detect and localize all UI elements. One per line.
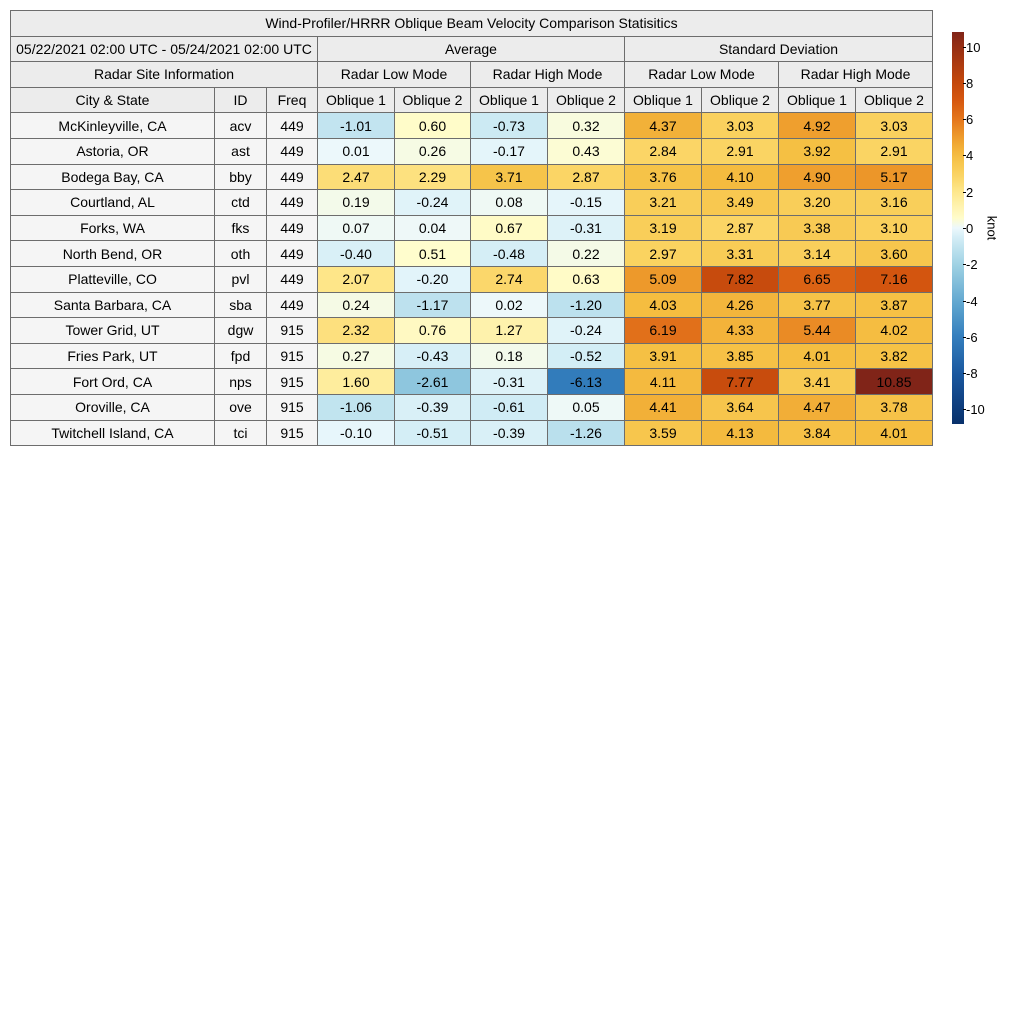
value-cell: 7.77 [702, 369, 779, 395]
colorbar-tick-label: -4 [966, 293, 978, 309]
value-cell: 10.85 [856, 369, 933, 395]
colorbar-tick-label: -10 [966, 402, 985, 418]
table-row [11, 138, 933, 164]
value-cell: 3.92 [779, 138, 856, 164]
velocity-statistics-table [10, 10, 933, 446]
value-cell: 3.59 [625, 420, 702, 446]
value-cell: 4.01 [779, 343, 856, 369]
table-row [11, 343, 933, 369]
value-cell: 4.02 [856, 318, 933, 344]
colorbar-tick-mark [963, 301, 966, 302]
site-id-cell: nps [215, 369, 267, 395]
table-row [11, 369, 933, 395]
value-cell: 2.91 [702, 138, 779, 164]
colorbar-tick-mark [963, 47, 966, 48]
colorbar-tick-label: -8 [966, 366, 978, 382]
table-body [11, 113, 933, 446]
site-freq-cell: 449 [267, 266, 318, 292]
site-freq-cell: 449 [267, 164, 318, 190]
site-name-cell: Astoria, OR [11, 138, 215, 164]
column-header: Oblique 1 [779, 87, 856, 113]
value-cell: 1.60 [318, 369, 395, 395]
value-cell: 2.97 [625, 241, 702, 267]
table-row [11, 266, 933, 292]
value-cell: 4.03 [625, 292, 702, 318]
value-cell: 2.47 [318, 164, 395, 190]
site-name-cell: Platteville, CO [11, 266, 215, 292]
table-row [11, 394, 933, 420]
site-id-cell: pvl [215, 266, 267, 292]
colorbar-tick-mark [963, 337, 966, 338]
value-cell: -0.39 [471, 420, 548, 446]
site-name-cell: Bodega Bay, CA [11, 164, 215, 190]
value-cell: 0.19 [318, 190, 395, 216]
site-freq-cell: 915 [267, 420, 318, 446]
table-row [11, 292, 933, 318]
value-cell: 3.60 [856, 241, 933, 267]
site-freq-cell: 915 [267, 318, 318, 344]
value-cell: 3.77 [779, 292, 856, 318]
value-cell: 0.51 [395, 241, 471, 267]
value-cell: 0.18 [471, 343, 548, 369]
value-cell: 5.17 [856, 164, 933, 190]
value-cell: 0.05 [548, 394, 625, 420]
avg-low-mode-header: Radar Low Mode [318, 62, 471, 88]
column-header: Oblique 1 [471, 87, 548, 113]
site-name-cell: Santa Barbara, CA [11, 292, 215, 318]
column-header-row [11, 87, 933, 113]
value-cell: 0.76 [395, 318, 471, 344]
value-cell: -0.73 [471, 113, 548, 139]
value-cell: 3.38 [779, 215, 856, 241]
value-cell: 3.76 [625, 164, 702, 190]
value-cell: 0.04 [395, 215, 471, 241]
value-cell: 4.13 [702, 420, 779, 446]
column-header: Oblique 2 [395, 87, 471, 113]
value-cell: 0.63 [548, 266, 625, 292]
value-cell: 0.02 [471, 292, 548, 318]
colorbar-tick-label: 6 [966, 112, 974, 128]
table-row [11, 241, 933, 267]
value-cell: -1.06 [318, 394, 395, 420]
table-title: Wind-Profiler/HRRR Oblique Beam Velocity Comparison Statisitics [11, 11, 933, 37]
colorbar-tick-mark [963, 83, 966, 84]
colorbar-tick-label: 0 [966, 221, 974, 236]
site-freq-cell: 449 [267, 113, 318, 139]
colorbar-tick-label: 4 [966, 148, 974, 164]
value-cell: 4.10 [702, 164, 779, 190]
value-cell: 3.82 [856, 343, 933, 369]
site-name-cell: North Bend, OR [11, 241, 215, 267]
value-cell: 3.21 [625, 190, 702, 216]
value-cell: -0.10 [318, 420, 395, 446]
value-cell: 0.08 [471, 190, 548, 216]
value-cell: 4.47 [779, 394, 856, 420]
value-cell: 2.84 [625, 138, 702, 164]
value-cell: 0.26 [395, 138, 471, 164]
colorbar-tick-mark [963, 373, 966, 374]
value-cell: -0.31 [548, 215, 625, 241]
value-cell: 3.91 [625, 343, 702, 369]
site-id-cell: ast [215, 138, 267, 164]
colorbar-tick-mark [963, 155, 966, 156]
value-cell: 3.16 [856, 190, 933, 216]
value-cell: 0.60 [395, 113, 471, 139]
value-cell: 0.67 [471, 215, 548, 241]
colorbar-tick-mark [963, 409, 966, 410]
value-cell: 3.87 [856, 292, 933, 318]
value-cell: 7.82 [702, 266, 779, 292]
table-row [11, 420, 933, 446]
site-id-cell: bby [215, 164, 267, 190]
value-cell: 3.85 [702, 343, 779, 369]
site-freq-cell: 449 [267, 190, 318, 216]
column-header: Oblique 1 [318, 87, 395, 113]
site-id-cell: acv [215, 113, 267, 139]
column-header: Oblique 2 [856, 87, 933, 113]
value-cell: -0.31 [471, 369, 548, 395]
value-cell: 2.74 [471, 266, 548, 292]
value-cell: 3.49 [702, 190, 779, 216]
value-cell: 0.43 [548, 138, 625, 164]
value-cell: 3.78 [856, 394, 933, 420]
site-id-cell: oth [215, 241, 267, 267]
value-cell: 5.44 [779, 318, 856, 344]
value-cell: -6.13 [548, 369, 625, 395]
value-cell: 2.91 [856, 138, 933, 164]
value-cell: 3.14 [779, 241, 856, 267]
value-cell: 3.19 [625, 215, 702, 241]
value-cell: 2.07 [318, 266, 395, 292]
value-cell: 0.32 [548, 113, 625, 139]
colorbar-tick-label: -6 [966, 329, 978, 345]
table-row [11, 113, 933, 139]
value-cell: 4.41 [625, 394, 702, 420]
table-row [11, 164, 933, 190]
table-row [11, 318, 933, 344]
value-cell: 3.64 [702, 394, 779, 420]
value-cell: 1.27 [471, 318, 548, 344]
value-cell: -1.17 [395, 292, 471, 318]
column-header: Freq [267, 87, 318, 113]
site-name-cell: Tower Grid, UT [11, 318, 215, 344]
value-cell: 2.87 [702, 215, 779, 241]
colorbar-tick-mark [963, 264, 966, 265]
colorbar-tick-label: 2 [966, 184, 974, 200]
value-cell: 6.65 [779, 266, 856, 292]
value-cell: 4.11 [625, 369, 702, 395]
site-id-cell: ctd [215, 190, 267, 216]
column-header: Oblique 2 [702, 87, 779, 113]
site-name-cell: Fort Ord, CA [11, 369, 215, 395]
column-header: Oblique 1 [625, 87, 702, 113]
std-high-mode-header: Radar High Mode [779, 62, 933, 88]
value-cell: -0.51 [395, 420, 471, 446]
colorbar-tick-label: -2 [966, 257, 978, 273]
value-cell: 4.90 [779, 164, 856, 190]
site-id-cell: tci [215, 420, 267, 446]
value-cell: 3.41 [779, 369, 856, 395]
site-id-cell: fks [215, 215, 267, 241]
std-low-mode-header: Radar Low Mode [625, 62, 779, 88]
value-cell: -0.43 [395, 343, 471, 369]
colorbar-tick-mark [963, 119, 966, 120]
value-cell: -1.26 [548, 420, 625, 446]
value-cell: 7.16 [856, 266, 933, 292]
value-cell: 3.03 [856, 113, 933, 139]
value-cell: -0.15 [548, 190, 625, 216]
value-cell: -0.17 [471, 138, 548, 164]
site-info-header: Radar Site Information [11, 62, 318, 88]
value-cell: -0.48 [471, 241, 548, 267]
value-cell: 2.32 [318, 318, 395, 344]
column-header: Oblique 2 [548, 87, 625, 113]
value-cell: -2.61 [395, 369, 471, 395]
site-freq-cell: 449 [267, 138, 318, 164]
value-cell: 6.19 [625, 318, 702, 344]
site-id-cell: fpd [215, 343, 267, 369]
value-cell: -0.40 [318, 241, 395, 267]
avg-high-mode-header: Radar High Mode [471, 62, 625, 88]
colorbar-tick-label: 10 [966, 39, 981, 55]
table-row [11, 190, 933, 216]
value-cell: 3.20 [779, 190, 856, 216]
site-freq-cell: 449 [267, 241, 318, 267]
value-cell: 4.92 [779, 113, 856, 139]
value-cell: 4.33 [702, 318, 779, 344]
value-cell: 2.87 [548, 164, 625, 190]
value-cell: 3.84 [779, 420, 856, 446]
value-cell: 0.27 [318, 343, 395, 369]
colorbar-tick-mark [963, 228, 966, 229]
value-cell: 0.01 [318, 138, 395, 164]
site-name-cell: Forks, WA [11, 215, 215, 241]
value-cell: 4.01 [856, 420, 933, 446]
value-cell: 3.03 [702, 113, 779, 139]
value-cell: -1.01 [318, 113, 395, 139]
time-period: 05/22/2021 02:00 UTC - 05/24/2021 02:00 UTC [11, 36, 318, 62]
value-cell: 2.29 [395, 164, 471, 190]
value-cell: -0.61 [471, 394, 548, 420]
value-cell: 4.26 [702, 292, 779, 318]
site-id-cell: dgw [215, 318, 267, 344]
site-freq-cell: 915 [267, 369, 318, 395]
site-name-cell: Oroville, CA [11, 394, 215, 420]
column-header: City & State [11, 87, 215, 113]
value-cell: -0.52 [548, 343, 625, 369]
std-dev-header: Standard Deviation [625, 36, 933, 62]
value-cell: -1.20 [548, 292, 625, 318]
average-header: Average [318, 36, 625, 62]
value-cell: 0.24 [318, 292, 395, 318]
value-cell: 5.09 [625, 266, 702, 292]
site-freq-cell: 449 [267, 215, 318, 241]
site-freq-cell: 915 [267, 394, 318, 420]
site-id-cell: sba [215, 292, 267, 318]
colorbar-tick-mark [963, 192, 966, 193]
value-cell: 0.22 [548, 241, 625, 267]
column-header: ID [215, 87, 267, 113]
value-cell: -0.24 [548, 318, 625, 344]
value-cell: 3.10 [856, 215, 933, 241]
site-name-cell: Courtland, AL [11, 190, 215, 216]
value-cell: 3.31 [702, 241, 779, 267]
value-cell: 3.71 [471, 164, 548, 190]
value-cell: -0.39 [395, 394, 471, 420]
site-id-cell: ove [215, 394, 267, 420]
site-name-cell: Twitchell Island, CA [11, 420, 215, 446]
value-cell: -0.24 [395, 190, 471, 216]
value-cell: 4.37 [625, 113, 702, 139]
site-freq-cell: 449 [267, 292, 318, 318]
value-cell: 0.07 [318, 215, 395, 241]
value-cell: -0.20 [395, 266, 471, 292]
colorbar-label: knot [984, 215, 1000, 241]
colorbar-tick-label: 8 [966, 75, 974, 91]
table-row [11, 215, 933, 241]
site-name-cell: McKinleyville, CA [11, 113, 215, 139]
site-freq-cell: 915 [267, 343, 318, 369]
site-name-cell: Fries Park, UT [11, 343, 215, 369]
